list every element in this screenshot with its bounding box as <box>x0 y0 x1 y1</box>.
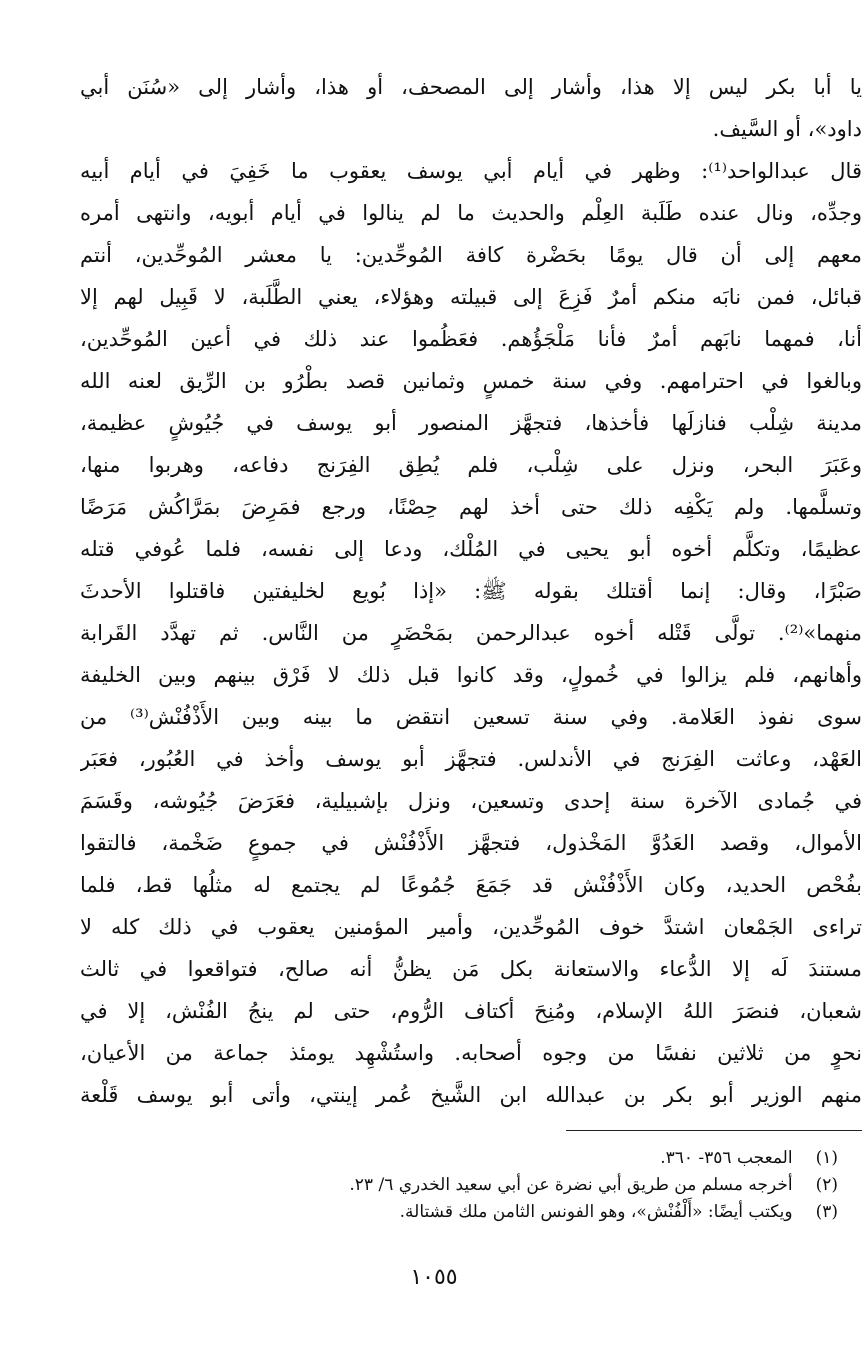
footnote-divider <box>566 1130 862 1131</box>
text-line: نحوٍ من ثلاثين نفسًا من وجوه أصحابه. واستُشْهِد يومئذ جماعة من الأعيان، <box>80 1041 862 1065</box>
text-line: وعَبَرَ البحر، ونزل على شِلْب، فلم يُطِق الفِرَنج دفاعه، وهربوا منها، <box>80 453 862 477</box>
text-line: وتسلَّمها. ولم يَكْفِه ذلك حتى أخذ لهم حِصْنًا، ورجع فمَرِضَ بمَرَّاكُش مَرَضًا <box>80 495 862 519</box>
text-line: مستندَ لَه إلا الدُّعاء والاستعانة بكل مَن يظنُّ أنه صالح، فتواقعوا في ثالث <box>80 957 862 981</box>
text-line: منهم الوزير أبو بكر بن عبدالله ابن الشَّيخ عُمر إينتي، وأتى أبو يوسف قَلْعة <box>80 1083 862 1107</box>
text-line: الأموال، وقصد العَدُوَّ المَخْذول، فتجهَّز الأَذْفُنْش في جموعٍ ضَخْمة، فالتقوا <box>80 831 862 855</box>
footnote <box>78 1199 838 1226</box>
text-line: داود»، أو السَّيف. <box>712 117 862 141</box>
text-line: وبالغوا في احترامهم. وفي سنة خمسٍ وثمانين قصد بطْرُو بن الرِّيق لعنه الله <box>80 369 862 393</box>
footnote-number: (١) <box>815 1148 838 1168</box>
text-line: منهما»⁽²⁾. تولَّى قَتْله أخوه عبدالرحمن بمَحْضَرٍ من النَّاس. ثم تهدَّد القَرابة <box>80 621 862 645</box>
text-line: قال عبدالواحد⁽¹⁾: وظهر في أيام أبي يوسف يعقوب ما خَفِيَ في أيام أبيه <box>80 159 862 183</box>
text-line: صَبْرًا، وقال: إنما أقتلك بقوله ﷺ: «إذا بُويع لخليفتين فاقتلوا الأحدثَ <box>80 579 862 603</box>
footnote-text: ويكتب أيضًا: «أَلْفُنْش»، وهو الفونس الثامن ملك قشتالة. <box>399 1202 793 1222</box>
footnote-number: (٣) <box>815 1202 838 1222</box>
footnotes <box>78 1145 838 1226</box>
text-line: قبائل، فمن نابَه منكم أمرٌ فَزِعَ إلى قبيلته وهؤلاء، يعني الطَّلَبة، لا قَبِيل لهم إلا <box>80 285 862 309</box>
text-line: وأهانهم، فلم يزالوا في خُمولٍ، وقد كانوا قبل ذلك لا فَرْق بينهم وبين الخليفة <box>80 663 862 687</box>
text-line: وجدِّه، ونال عنده طَلَبة العِلْم والحديث ما لم ينالوا في أيام أبويه، وانتهى أمره <box>80 201 862 225</box>
text-line: بفُحْص الحديد، وكان الأَذْفُنْش قد جَمَعَ جُمُوعًا لم يجتمع له مثلُها قط، فلما <box>80 873 862 897</box>
page-number: ١٠٥٥ <box>410 1265 458 1290</box>
footnote <box>78 1145 838 1172</box>
text-line: أنا، فمهما نابَهم أمرٌ فأنا مَلْجَؤُهم. فعَظُموا عند ذلك في أعين المُوحِّدين، <box>80 327 862 351</box>
footnote-number: (٢) <box>815 1175 838 1195</box>
footnote-text: المعجب ٣٥٦- ٣٦٠. <box>660 1148 793 1168</box>
text-line: في جُمادى الآخرة سنة إحدى وتسعين، ونزل بإشبيلية، فعَرَضَ جُيُوشه، وقَسَمَ <box>80 789 862 813</box>
body-text <box>80 66 862 1116</box>
text-line: العَهْد، وعاثت الفِرَنج في الأندلس. فتجهَّز أبو يوسف وأخذ في العُبُور، فعَبَر <box>80 747 862 771</box>
footnote <box>78 1172 838 1199</box>
text-line: تراءى الجَمْعان اشتدَّ خوف المُوحِّدين، وأمير المؤمنين يعقوب في ذلك كله لا <box>80 915 862 939</box>
text-line: شعبان، فنصَرَ اللهُ الإسلام، ومُنِحَ أكتاف الرُّوم، حتى لم ينجُ الفُنْش، إلا في <box>80 999 862 1023</box>
text-line: عظيمًا، وتكلَّم أخوه أبو يحيى في المُلْك، ودعا إلى نفسه، فلما عُوفي قتله <box>80 537 862 561</box>
text-line: معهم إلى أن قال يومًا بحَضْرة كافة المُوحِّدين: يا معشر المُوحِّدين، أنتم <box>80 243 862 267</box>
text-line: مدينة شِلْب فنازلَها فأخذها، فتجهَّز المنصور أبو يوسف في جُيُوشٍ عظيمة، <box>80 411 862 435</box>
text-line: يا أبا بكر ليس إلا هذا، وأشار إلى المصحف، أو هذا، وأشار إلى «سُنَن أبي <box>80 75 862 99</box>
text-line: سوى نفوذ العَلامة. وفي سنة تسعين انتقض ما بينه وبين الأَذْفُنْش⁽³⁾ من <box>80 705 862 729</box>
footnote-text: أخرجه مسلم من طريق أبي نضرة عن أبي سعيد الخدري ٦/ ٢٣. <box>349 1175 793 1195</box>
